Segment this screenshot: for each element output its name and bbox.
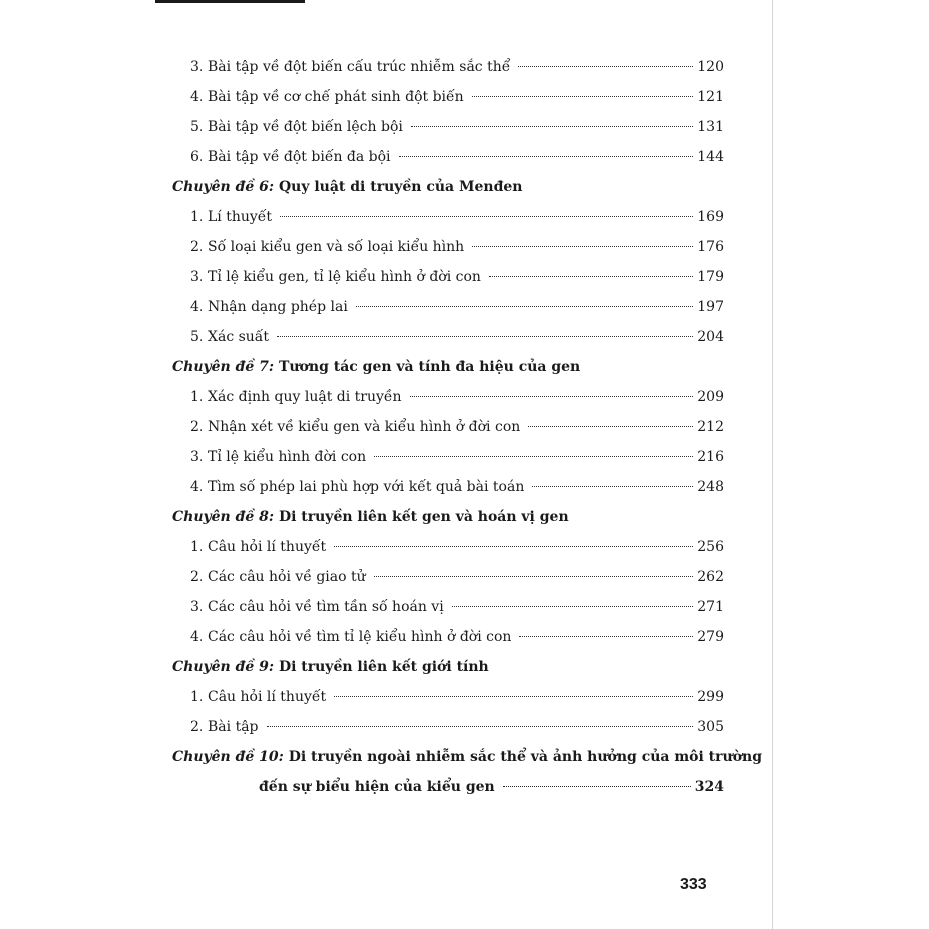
dot-leader xyxy=(472,246,693,247)
toc-entry-title: Các câu hỏi về giao tử xyxy=(208,569,366,585)
dot-leader xyxy=(280,216,693,217)
toc-entry xyxy=(172,682,724,712)
toc-entry xyxy=(172,532,724,562)
topic-label: Chuyên đề 9: xyxy=(172,659,275,675)
toc-entry-number: 3. xyxy=(190,599,204,615)
toc-entry-title: Tỉ lệ kiểu gen, tỉ lệ kiểu hình ở đời con xyxy=(208,269,481,285)
toc-entry-title: Câu hỏi lí thuyết xyxy=(208,539,327,555)
toc-entry xyxy=(172,562,724,592)
topic-heading-continuation xyxy=(172,772,724,802)
toc-entry-title: Các câu hỏi về tìm tỉ lệ kiểu hình ở đời con xyxy=(208,629,512,645)
toc-entry-number: 3. xyxy=(190,59,204,75)
toc-entry-page: 256 xyxy=(697,539,724,555)
toc-entry-number: 1. xyxy=(190,389,204,405)
toc-entry-number: 2. xyxy=(190,239,204,255)
dot-leader xyxy=(267,726,694,727)
dot-leader xyxy=(411,126,693,127)
toc-entry xyxy=(172,232,724,262)
toc-entry xyxy=(172,142,724,172)
dot-leader xyxy=(399,156,694,157)
toc-entry-page: 176 xyxy=(697,239,724,255)
dot-leader xyxy=(334,696,693,697)
toc-entry-page: 169 xyxy=(697,209,724,225)
toc-entry xyxy=(172,472,724,502)
toc-entry xyxy=(172,112,724,142)
toc-entry xyxy=(172,622,724,652)
topic-heading xyxy=(172,502,724,532)
toc-entry-number: 1. xyxy=(190,689,204,705)
topic-label: Chuyên đề 10: xyxy=(172,749,284,765)
dot-leader xyxy=(472,96,694,97)
toc-entry-page: 216 xyxy=(697,449,724,465)
toc-entry xyxy=(172,712,724,742)
toc-entry-number: 3. xyxy=(190,449,204,465)
toc-entry-number: 2. xyxy=(190,719,204,735)
dot-leader xyxy=(528,426,693,427)
toc-entry-title: Bài tập xyxy=(208,719,259,735)
dot-leader xyxy=(277,336,693,337)
toc-entry-number: 2. xyxy=(190,569,204,585)
page-right-edge xyxy=(772,0,773,929)
toc-entry-page: 212 xyxy=(697,419,724,435)
toc-entry-number: 4. xyxy=(190,89,204,105)
toc-entry-number: 3. xyxy=(190,269,204,285)
toc-entry-page: 299 xyxy=(697,689,724,705)
table-of-contents xyxy=(172,52,763,802)
toc-entry xyxy=(172,322,724,352)
toc-entry xyxy=(172,52,724,82)
toc-entry-title: Xác định quy luật di truyền xyxy=(208,389,402,405)
toc-entry-title: Bài tập về cơ chế phát sinh đột biến xyxy=(208,89,464,105)
toc-entry-page: 271 xyxy=(697,599,724,615)
toc-entry-title: Bài tập về đột biến đa bội xyxy=(208,149,391,165)
toc-entry-number: 1. xyxy=(190,209,204,225)
dot-leader xyxy=(532,486,693,487)
toc-entry-page: 131 xyxy=(697,119,724,135)
toc-entry-page: 120 xyxy=(697,59,724,75)
toc-entry-number: 5. xyxy=(190,119,204,135)
toc-entry-number: 5. xyxy=(190,329,204,345)
toc-entry-title: Nhận dạng phép lai xyxy=(208,299,348,315)
toc-entry-number: 4. xyxy=(190,479,204,495)
topic-title-continued: đến sự biểu hiện của kiểu gen xyxy=(259,779,495,795)
toc-entry xyxy=(172,592,724,622)
toc-entry-number: 2. xyxy=(190,419,204,435)
dot-leader xyxy=(503,786,691,787)
toc-entry-page: 121 xyxy=(697,89,724,105)
toc-entry-title: Lí thuyết xyxy=(208,209,273,225)
dot-leader xyxy=(374,456,693,457)
toc-entry-title: Số loại kiểu gen và số loại kiểu hình xyxy=(208,239,465,255)
toc-entry-title: Xác suất xyxy=(208,329,270,345)
page-top-edge xyxy=(155,0,305,3)
topic-label: Chuyên đề 8: xyxy=(172,509,275,525)
toc-entry-title: Câu hỏi lí thuyết xyxy=(208,689,327,705)
toc-entry-title: Bài tập về đột biến cấu trúc nhiễm sắc thể xyxy=(208,59,511,75)
toc-entry-number: 6. xyxy=(190,149,204,165)
dot-leader xyxy=(410,396,694,397)
topic-title: Quy luật di truyền của Menđen xyxy=(278,179,523,195)
toc-entry-number: 1. xyxy=(190,539,204,555)
topic-heading xyxy=(172,742,763,772)
toc-entry xyxy=(172,202,724,232)
dot-leader xyxy=(519,636,693,637)
toc-entry-page: 197 xyxy=(697,299,724,315)
toc-entry-page: 179 xyxy=(697,269,724,285)
toc-entry xyxy=(172,82,724,112)
dot-leader xyxy=(334,546,693,547)
topic-heading xyxy=(172,652,724,682)
dot-leader xyxy=(489,276,693,277)
toc-entry-page: 209 xyxy=(697,389,724,405)
toc-entry xyxy=(172,442,724,472)
toc-entry-page: 324 xyxy=(694,779,724,795)
toc-entry-page: 279 xyxy=(697,629,724,645)
dot-leader xyxy=(518,66,693,67)
page-number: 333 xyxy=(680,876,707,893)
dot-leader xyxy=(452,606,694,607)
topic-heading xyxy=(172,172,724,202)
topic-label: Chuyên đề 6: xyxy=(172,179,275,195)
toc-entry xyxy=(172,412,724,442)
toc-entry-page: 248 xyxy=(697,479,724,495)
toc-entry-title: Các câu hỏi về tìm tần số hoán vị xyxy=(208,599,444,615)
toc-entry-title: Nhận xét về kiểu gen và kiểu hình ở đời con xyxy=(208,419,521,435)
toc-entry-number: 4. xyxy=(190,299,204,315)
toc-entry xyxy=(172,292,724,322)
toc-entry xyxy=(172,382,724,412)
topic-title: Tương tác gen và tính đa hiệu của gen xyxy=(278,359,581,375)
topic-title: Di truyền ngoài nhiễm sắc thể và ảnh hưởng của môi trường xyxy=(288,749,763,765)
toc-entry-title: Tỉ lệ kiểu hình đời con xyxy=(208,449,367,465)
toc-entry-title: Bài tập về đột biến lệch bội xyxy=(208,119,403,135)
topic-heading xyxy=(172,352,724,382)
toc-entry-page: 144 xyxy=(697,149,724,165)
toc-entry-number: 4. xyxy=(190,629,204,645)
toc-entry xyxy=(172,262,724,292)
dot-leader xyxy=(374,576,694,577)
dot-leader xyxy=(356,306,693,307)
toc-entry-title: Tìm số phép lai phù hợp với kết quả bài toán xyxy=(208,479,525,495)
topic-label: Chuyên đề 7: xyxy=(172,359,275,375)
toc-entry-page: 262 xyxy=(697,569,724,585)
toc-entry-page: 204 xyxy=(697,329,724,345)
toc-entry-page: 305 xyxy=(697,719,724,735)
topic-title: Di truyền liên kết giới tính xyxy=(278,659,489,675)
topic-title: Di truyền liên kết gen và hoán vị gen xyxy=(278,509,569,525)
